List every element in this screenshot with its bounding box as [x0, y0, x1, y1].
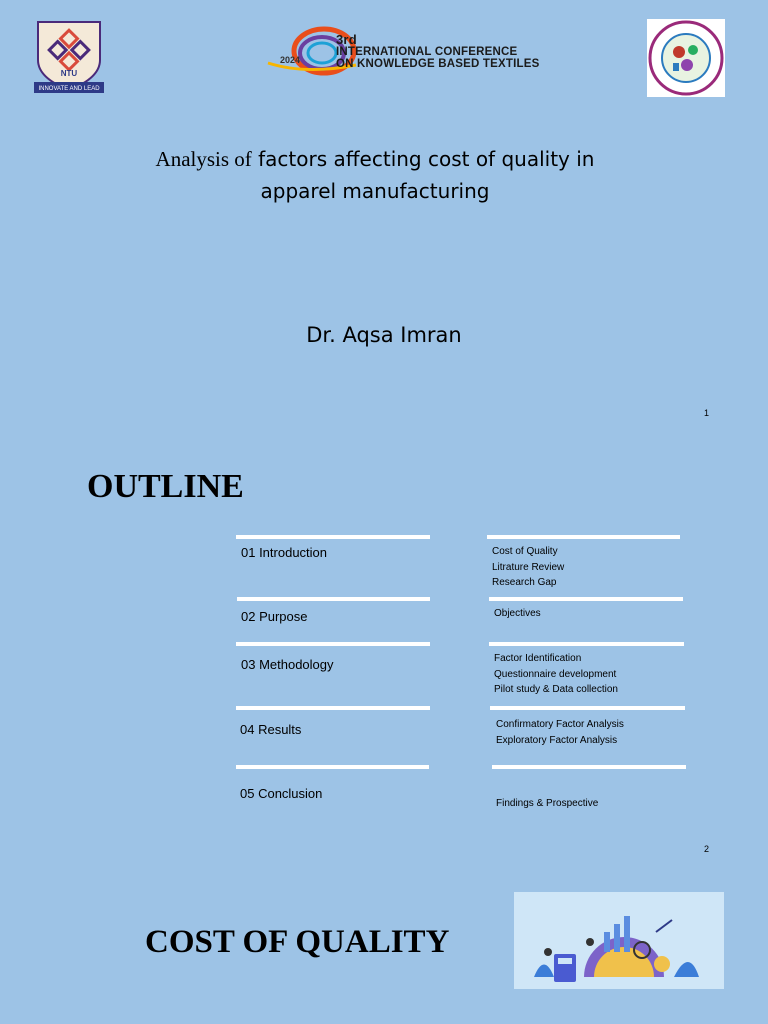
author-name: Dr. Aqsa Imran [306, 323, 462, 347]
purpose-details [494, 606, 541, 622]
presentation-title [80, 143, 670, 207]
outline-item-results: 04 Results [240, 722, 302, 737]
detail-line: Research Gap [492, 577, 557, 588]
ntu-logo [34, 18, 104, 96]
left-divider-5 [236, 765, 429, 769]
results-details [496, 717, 624, 748]
conference-year: 2024 [280, 55, 301, 65]
right-divider-5 [492, 765, 686, 769]
left-divider-4 [236, 706, 430, 710]
page-number-2: 2 [704, 844, 710, 854]
ntu-banner: INNOVATE AND LEAD [38, 86, 100, 92]
detail-line: Exploratory Factor Analysis [496, 734, 618, 746]
right-divider-1 [487, 535, 680, 539]
introduction-details [492, 544, 564, 591]
detail-line: Questionnaire development [494, 668, 617, 680]
detail-line: Confirmatory Factor Analysis [496, 719, 624, 730]
title-part2: factors affecting cost of quality in [251, 147, 595, 171]
methodology-details [494, 651, 618, 698]
conclusion-details [496, 796, 598, 812]
nu-logo [647, 19, 725, 97]
conference-line1: INTERNATIONAL CONFERENCE [336, 46, 518, 58]
detail-line: Litrature Review [492, 561, 565, 573]
outline-item-introduction: 01 Introduction [241, 545, 328, 560]
conference-line2: ON KNOWLEDGE BASED TEXTILES [336, 58, 540, 70]
cost-of-quality-heading: COST OF QUALITY [145, 924, 450, 960]
page-number-1: 1 [704, 408, 710, 418]
outline-item-purpose: 02 Purpose [241, 609, 308, 624]
title-part1: Analysis of [155, 147, 252, 171]
right-divider-2 [489, 597, 683, 601]
detail-line: Objectives [494, 608, 541, 619]
right-divider-4 [490, 706, 685, 710]
conference-title [336, 34, 539, 70]
cost-of-quality-illustration [514, 892, 724, 989]
right-divider-3 [489, 642, 684, 646]
ntu-logo-text: NTU [60, 69, 78, 78]
detail-line: Factor Identification [494, 653, 582, 664]
outline-item-conclusion: 05 Conclusion [240, 786, 323, 801]
detail-line: Pilot study & Data collection [494, 684, 618, 695]
title-line2: apparel manufacturing [260, 179, 490, 203]
left-divider-1 [236, 535, 430, 539]
detail-line: Findings & Prospective [496, 798, 599, 809]
outline-heading: OUTLINE [87, 468, 244, 505]
detail-line: Cost of Quality [492, 546, 558, 557]
left-divider-3 [236, 642, 430, 646]
left-divider-2 [237, 597, 430, 601]
conference-ordinal: 3rd [336, 32, 357, 47]
outline-item-methodology: 03 Methodology [241, 657, 334, 672]
